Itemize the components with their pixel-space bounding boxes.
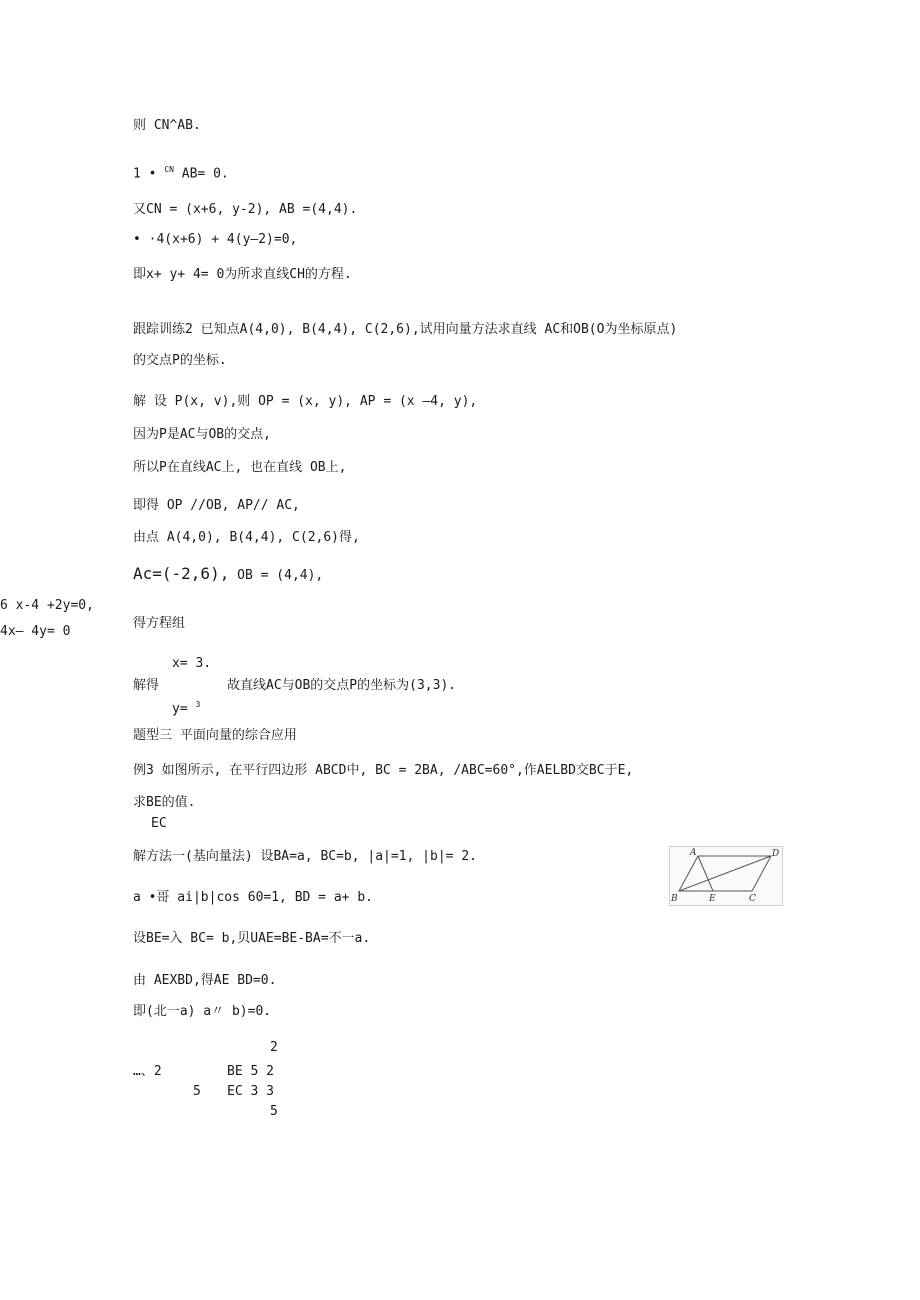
parallelogram-figure	[669, 846, 783, 906]
point-label-e: E	[709, 894, 716, 904]
text-line: 因为P是AC与OB的交点,	[133, 427, 271, 442]
segment-ae	[698, 856, 713, 891]
text-line: 解方法一(基向量法) 设BA=a, BC=b, |a|=1, |b|= 2.	[133, 849, 477, 864]
parallelogram-diagram	[670, 847, 782, 905]
text-line: EC	[151, 816, 167, 831]
text-fragment: y=	[172, 701, 196, 717]
fraction-part: 5	[270, 1104, 278, 1119]
text-line: …、2	[133, 1064, 162, 1079]
fraction-part: 2	[270, 1040, 278, 1055]
superscript: 3	[195, 700, 201, 709]
text-line: 跟踪训练2 已知点A(4,0), B(4,4), C(2,6),试用向量方法求直线 AC和OB(O为坐标原点)	[133, 322, 678, 337]
vertex-label-d: D	[772, 849, 780, 859]
text-line: 解 设 P(x, v),则 OP = (x, y), AP = (x —4, y),	[133, 394, 478, 409]
text-line: 所以P在直线AC上, 也在直线 OB上,	[133, 460, 347, 475]
equation-line	[172, 697, 200, 717]
text-line: EC 3 3	[227, 1084, 274, 1099]
text-fragment: OB = (4,4),	[229, 568, 324, 583]
vertex-label-b: B	[671, 894, 678, 904]
text-line: 即(北一a) a〃 b)=0.	[133, 1004, 272, 1019]
text-line: 的交点P的坐标.	[133, 353, 227, 368]
text-line: 例3 如图所示, 在平行四边形 ABCD中, BC = 2BA, /ABC=60°,作AELBD交BC于E,	[133, 763, 634, 778]
equation-line: 6 x-4 +2y=0,	[0, 598, 94, 613]
text-fragment: 1 •	[133, 166, 165, 182]
text-line: 即得 OP //OB, AP// AC,	[133, 498, 300, 513]
text-line: 即x+ y+ 4= 0为所求直线CH的方程.	[133, 267, 352, 282]
text-line: 由 AEXBD,得AE BD=0.	[133, 973, 277, 988]
text-line: • ·4(x+6) + 4(y—2)=0,	[133, 232, 298, 247]
text-line: 求BE的值.	[133, 795, 196, 810]
vertex-label-a: A	[690, 848, 697, 858]
text-line	[133, 566, 323, 584]
text-line: 由点 A(4,0), B(4,4), C(2,6)得,	[133, 530, 360, 545]
text-line: 设BE=入 BC= b,贝UAE=BE-BA=不一a.	[133, 931, 371, 946]
text-line: 得方程组	[133, 616, 186, 631]
text-line: a •哥 ai|b|cos 60=1, BD = a+ b.	[133, 890, 373, 905]
text-fragment: Ac=(-2,6),	[133, 564, 230, 583]
text-fragment: AB= 0.	[173, 166, 229, 182]
section-heading: 题型三 平面向量的综合应用	[133, 728, 297, 743]
vertex-label-c: C	[749, 894, 756, 904]
text-line: 则 CN^AB.	[133, 118, 201, 133]
equation-line: 4x— 4y= 0	[0, 624, 71, 639]
text-line: BE 5 2	[227, 1064, 274, 1079]
equation-line: x= 3.	[172, 656, 212, 671]
diagonal-bd	[679, 856, 771, 891]
text-line: 故直线AC与OB的交点P的坐标为(3,3).	[227, 678, 457, 693]
superscript: CN	[164, 165, 174, 174]
text-line: 又CN = (x+6, y-2), AB =(4,4).	[133, 202, 358, 217]
text-line: 解得	[133, 678, 160, 693]
text-line	[133, 162, 229, 182]
fraction-part: 5	[193, 1084, 201, 1099]
